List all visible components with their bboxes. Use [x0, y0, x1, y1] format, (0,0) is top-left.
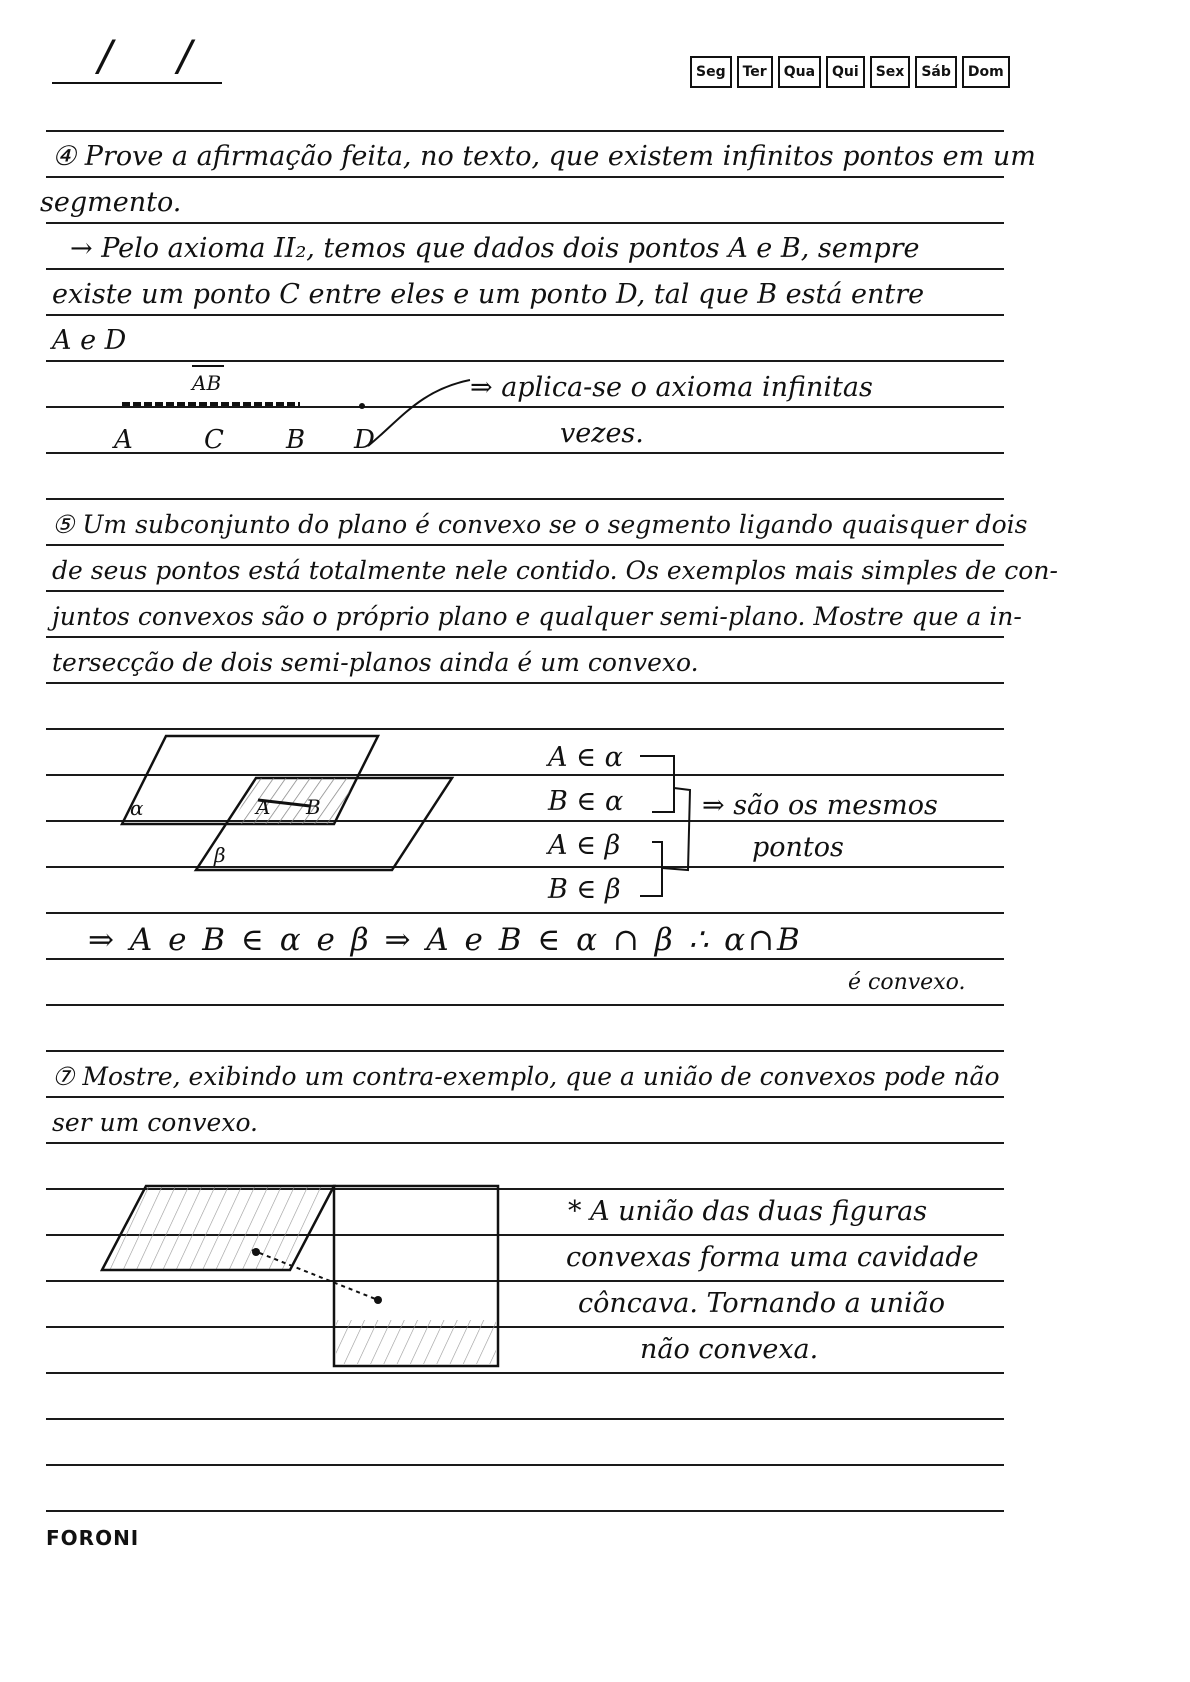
q5-statement-line4: tersecção de dois semi-planos ainda é um convexo.	[52, 648, 699, 677]
q5-statement-line2: de seus pontos está totalmente nele contido. Os exemplos mais simples de con-	[52, 556, 1058, 585]
label-alpha: α	[130, 796, 144, 820]
weekday-seg: Seg	[690, 56, 732, 88]
membership-a-beta: A ∈ β	[548, 830, 621, 861]
rectangle-shaded-region	[336, 1320, 496, 1364]
brand-logo: FORONI	[46, 1526, 140, 1550]
q5-statement-line1: ⑤ Um subconjunto do plano é convexo se o segmento ligando quaisquer dois	[52, 510, 1028, 539]
q7-note-line1: * A união das duas figuras	[568, 1196, 928, 1227]
weekday-qua: Qua	[778, 56, 821, 88]
segment-label: AB	[192, 371, 222, 395]
brace-join	[662, 788, 690, 870]
q5-conclusion: ⇒ A e B ∈ α e β ⇒ A e B ∈ α ∩ β ∴ α∩B	[88, 922, 803, 958]
date-field: / /	[52, 28, 222, 84]
same-points-line2: pontos	[752, 832, 844, 863]
q4-answer-line2: existe um ponto C entre eles e um ponto D, tal que B está entre	[52, 279, 925, 310]
membership-b-alpha: B ∈ α	[548, 786, 624, 817]
intersection-diagram	[122, 736, 690, 896]
parallelogram-figure	[102, 1186, 334, 1270]
brace-beta	[640, 842, 662, 896]
note-bracket	[368, 380, 470, 446]
point-d-label: D	[354, 425, 375, 455]
q4-answer-line1: → Pelo axioma II₂, temos que dados dois pontos A e B, sempre	[70, 233, 920, 264]
label-point-b: B	[306, 795, 321, 819]
brace-alpha	[640, 756, 674, 812]
weekday-sab: Sáb	[915, 56, 957, 88]
q7-note-line2: convexas forma uma cavidade	[566, 1242, 979, 1273]
weekday-qui: Qui	[826, 56, 865, 88]
q7-note-line4: não convexa.	[640, 1334, 819, 1365]
q4-answer-line3: A e D	[52, 325, 127, 356]
membership-a-alpha: A ∈ α	[548, 742, 623, 773]
point-b-label: B	[286, 425, 306, 455]
weekday-dom: Dom	[962, 56, 1010, 88]
label-point-a: A	[256, 795, 271, 819]
point-d-dot	[359, 403, 365, 409]
q4-note-line1: ⇒ aplica-se o axioma infinitas	[470, 372, 873, 403]
weekday-sex: Sex	[870, 56, 911, 88]
union-point-1	[252, 1248, 260, 1256]
q5-conclusion-note: é convexo.	[848, 970, 966, 995]
q7-statement-line2: ser um convexo.	[52, 1108, 259, 1137]
q5-statement-line3: juntos convexos são o próprio plano e qualquer semi-plano. Mostre que a in-	[52, 602, 1022, 631]
q4-note-line2: vezes.	[560, 418, 644, 449]
same-points-line1: ⇒ são os mesmos	[702, 790, 938, 821]
q4-statement-line2: segmento.	[40, 187, 182, 218]
point-c-label: C	[204, 425, 224, 455]
membership-b-beta: B ∈ β	[548, 874, 621, 905]
union-point-2	[374, 1296, 382, 1304]
union-diagram	[102, 1186, 498, 1366]
point-a-label: A	[114, 425, 133, 455]
q4-statement-line1: ④ Prove a afirmação feita, no texto, que existem infinitos pontos em um	[52, 141, 1036, 172]
segment-diagram	[112, 366, 470, 455]
label-beta: β	[214, 843, 226, 867]
q7-note-line3: côncava. Tornando a união	[578, 1288, 946, 1319]
weekday-ter: Ter	[737, 56, 773, 88]
q7-statement-line1: ⑦ Mostre, exibindo um contra-exemplo, que a união de convexos pode não	[52, 1062, 1000, 1091]
